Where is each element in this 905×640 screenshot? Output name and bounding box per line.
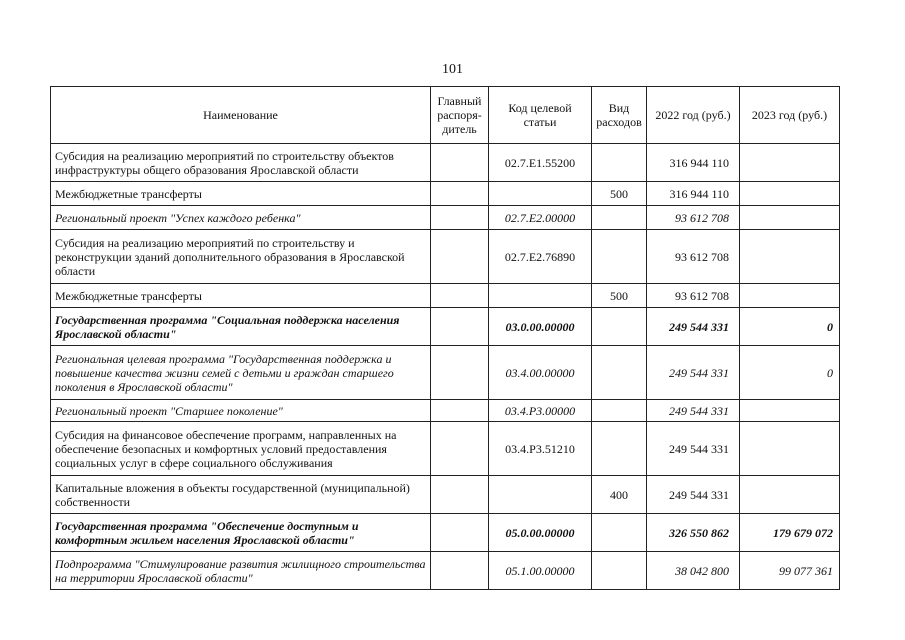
header-manager: Главный распоря-дитель — [431, 87, 489, 144]
row-expense-type — [592, 206, 647, 230]
row-name: Региональная целевая программа "Государственная поддержка и повышение качества жизни семей с детьми и граждан старшего поколения в Ярославской области" — [51, 346, 431, 400]
row-code: 05.1.00.00000 — [489, 552, 592, 590]
row-value-2022: 93 612 708 — [647, 206, 740, 230]
row-code: 02.7.E2.00000 — [489, 206, 592, 230]
row-value-2023: 0 — [740, 308, 840, 346]
table-row — [51, 552, 840, 590]
page-number: 101 — [442, 62, 463, 77]
row-value-2023 — [740, 422, 840, 476]
row-expense-type: 500 — [592, 182, 647, 206]
table-row — [51, 346, 840, 400]
row-manager — [431, 284, 489, 308]
row-value-2022: 93 612 708 — [647, 230, 740, 284]
row-name: Государственная программа "Обеспечение доступным и комфортным жильем населения Ярославской области" — [51, 514, 431, 552]
row-value-2022: 38 042 800 — [647, 552, 740, 590]
table-row — [51, 182, 840, 206]
row-code: 03.4.P3.00000 — [489, 400, 592, 422]
row-expense-type — [592, 144, 647, 182]
row-code: 03.4.P3.51210 — [489, 422, 592, 476]
table-row — [51, 514, 840, 552]
row-code: 02.7.E2.76890 — [489, 230, 592, 284]
row-value-2023 — [740, 284, 840, 308]
row-manager — [431, 422, 489, 476]
row-value-2023: 99 077 361 — [740, 552, 840, 590]
row-manager — [431, 514, 489, 552]
row-code — [489, 284, 592, 308]
table-row — [51, 400, 840, 422]
row-name: Региональный проект "Старшее поколение" — [51, 400, 431, 422]
header-expense-type: Вид расходов — [592, 87, 647, 144]
row-name: Подпрограмма "Стимулирование развития жилищного строительства на территории Ярославской области" — [51, 552, 431, 590]
table-row — [51, 422, 840, 476]
table-row — [51, 206, 840, 230]
row-manager — [431, 552, 489, 590]
row-name: Субсидия на реализацию мероприятий по строительству и реконструкции зданий дополнительного образования в Ярославской области — [51, 230, 431, 284]
row-value-2022: 316 944 110 — [647, 182, 740, 206]
row-expense-type — [592, 422, 647, 476]
row-name: Субсидия на реализацию мероприятий по строительству объектов инфраструктуры общего образования Ярославской области — [51, 144, 431, 182]
row-value-2022: 249 544 331 — [647, 400, 740, 422]
row-value-2023: 179 679 072 — [740, 514, 840, 552]
row-name: Межбюджетные трансферты — [51, 182, 431, 206]
row-code — [489, 476, 592, 514]
row-name: Капитальные вложения в объекты государственной (муниципальной) собственности — [51, 476, 431, 514]
row-manager — [431, 400, 489, 422]
row-expense-type — [592, 514, 647, 552]
row-expense-type: 400 — [592, 476, 647, 514]
table-row — [51, 284, 840, 308]
row-manager — [431, 308, 489, 346]
row-manager — [431, 144, 489, 182]
row-code — [489, 182, 592, 206]
row-expense-type: 500 — [592, 284, 647, 308]
row-value-2023 — [740, 182, 840, 206]
row-value-2022: 316 944 110 — [647, 144, 740, 182]
row-expense-type — [592, 346, 647, 400]
row-value-2022: 249 544 331 — [647, 308, 740, 346]
row-code: 02.7.E1.55200 — [489, 144, 592, 182]
table-header-row — [51, 87, 840, 144]
row-value-2023 — [740, 144, 840, 182]
row-name: Региональный проект "Успех каждого ребенка" — [51, 206, 431, 230]
row-manager — [431, 182, 489, 206]
budget-table — [50, 86, 840, 590]
header-2022: 2022 год (руб.) — [647, 87, 740, 144]
row-expense-type — [592, 400, 647, 422]
table-row — [51, 230, 840, 284]
row-value-2022: 249 544 331 — [647, 346, 740, 400]
table-row — [51, 476, 840, 514]
row-value-2023 — [740, 476, 840, 514]
row-value-2022: 249 544 331 — [647, 476, 740, 514]
row-manager — [431, 206, 489, 230]
row-name: Межбюджетные трансферты — [51, 284, 431, 308]
row-value-2023: 0 — [740, 346, 840, 400]
row-value-2022: 93 612 708 — [647, 284, 740, 308]
row-value-2023 — [740, 400, 840, 422]
row-code: 03.4.00.00000 — [489, 346, 592, 400]
row-name: Субсидия на финансовое обеспечение программ, направленных на обеспечение безопасных и комфортных условий предоставления социальных услуг в сфере социального обслуживания — [51, 422, 431, 476]
row-expense-type — [592, 308, 647, 346]
row-manager — [431, 476, 489, 514]
row-value-2022: 326 550 862 — [647, 514, 740, 552]
row-code: 05.0.00.00000 — [489, 514, 592, 552]
header-code: Код целевой статьи — [489, 87, 592, 144]
row-expense-type — [592, 230, 647, 284]
row-name: Государственная программа "Социальная поддержка населения Ярославской области" — [51, 308, 431, 346]
row-value-2023 — [740, 230, 840, 284]
row-value-2022: 249 544 331 — [647, 422, 740, 476]
row-manager — [431, 346, 489, 400]
row-manager — [431, 230, 489, 284]
table-row — [51, 308, 840, 346]
row-expense-type — [592, 552, 647, 590]
header-name: Наименование — [51, 87, 431, 144]
row-code: 03.0.00.00000 — [489, 308, 592, 346]
row-value-2023 — [740, 206, 840, 230]
header-2023: 2023 год (руб.) — [740, 87, 840, 144]
table-row — [51, 144, 840, 182]
